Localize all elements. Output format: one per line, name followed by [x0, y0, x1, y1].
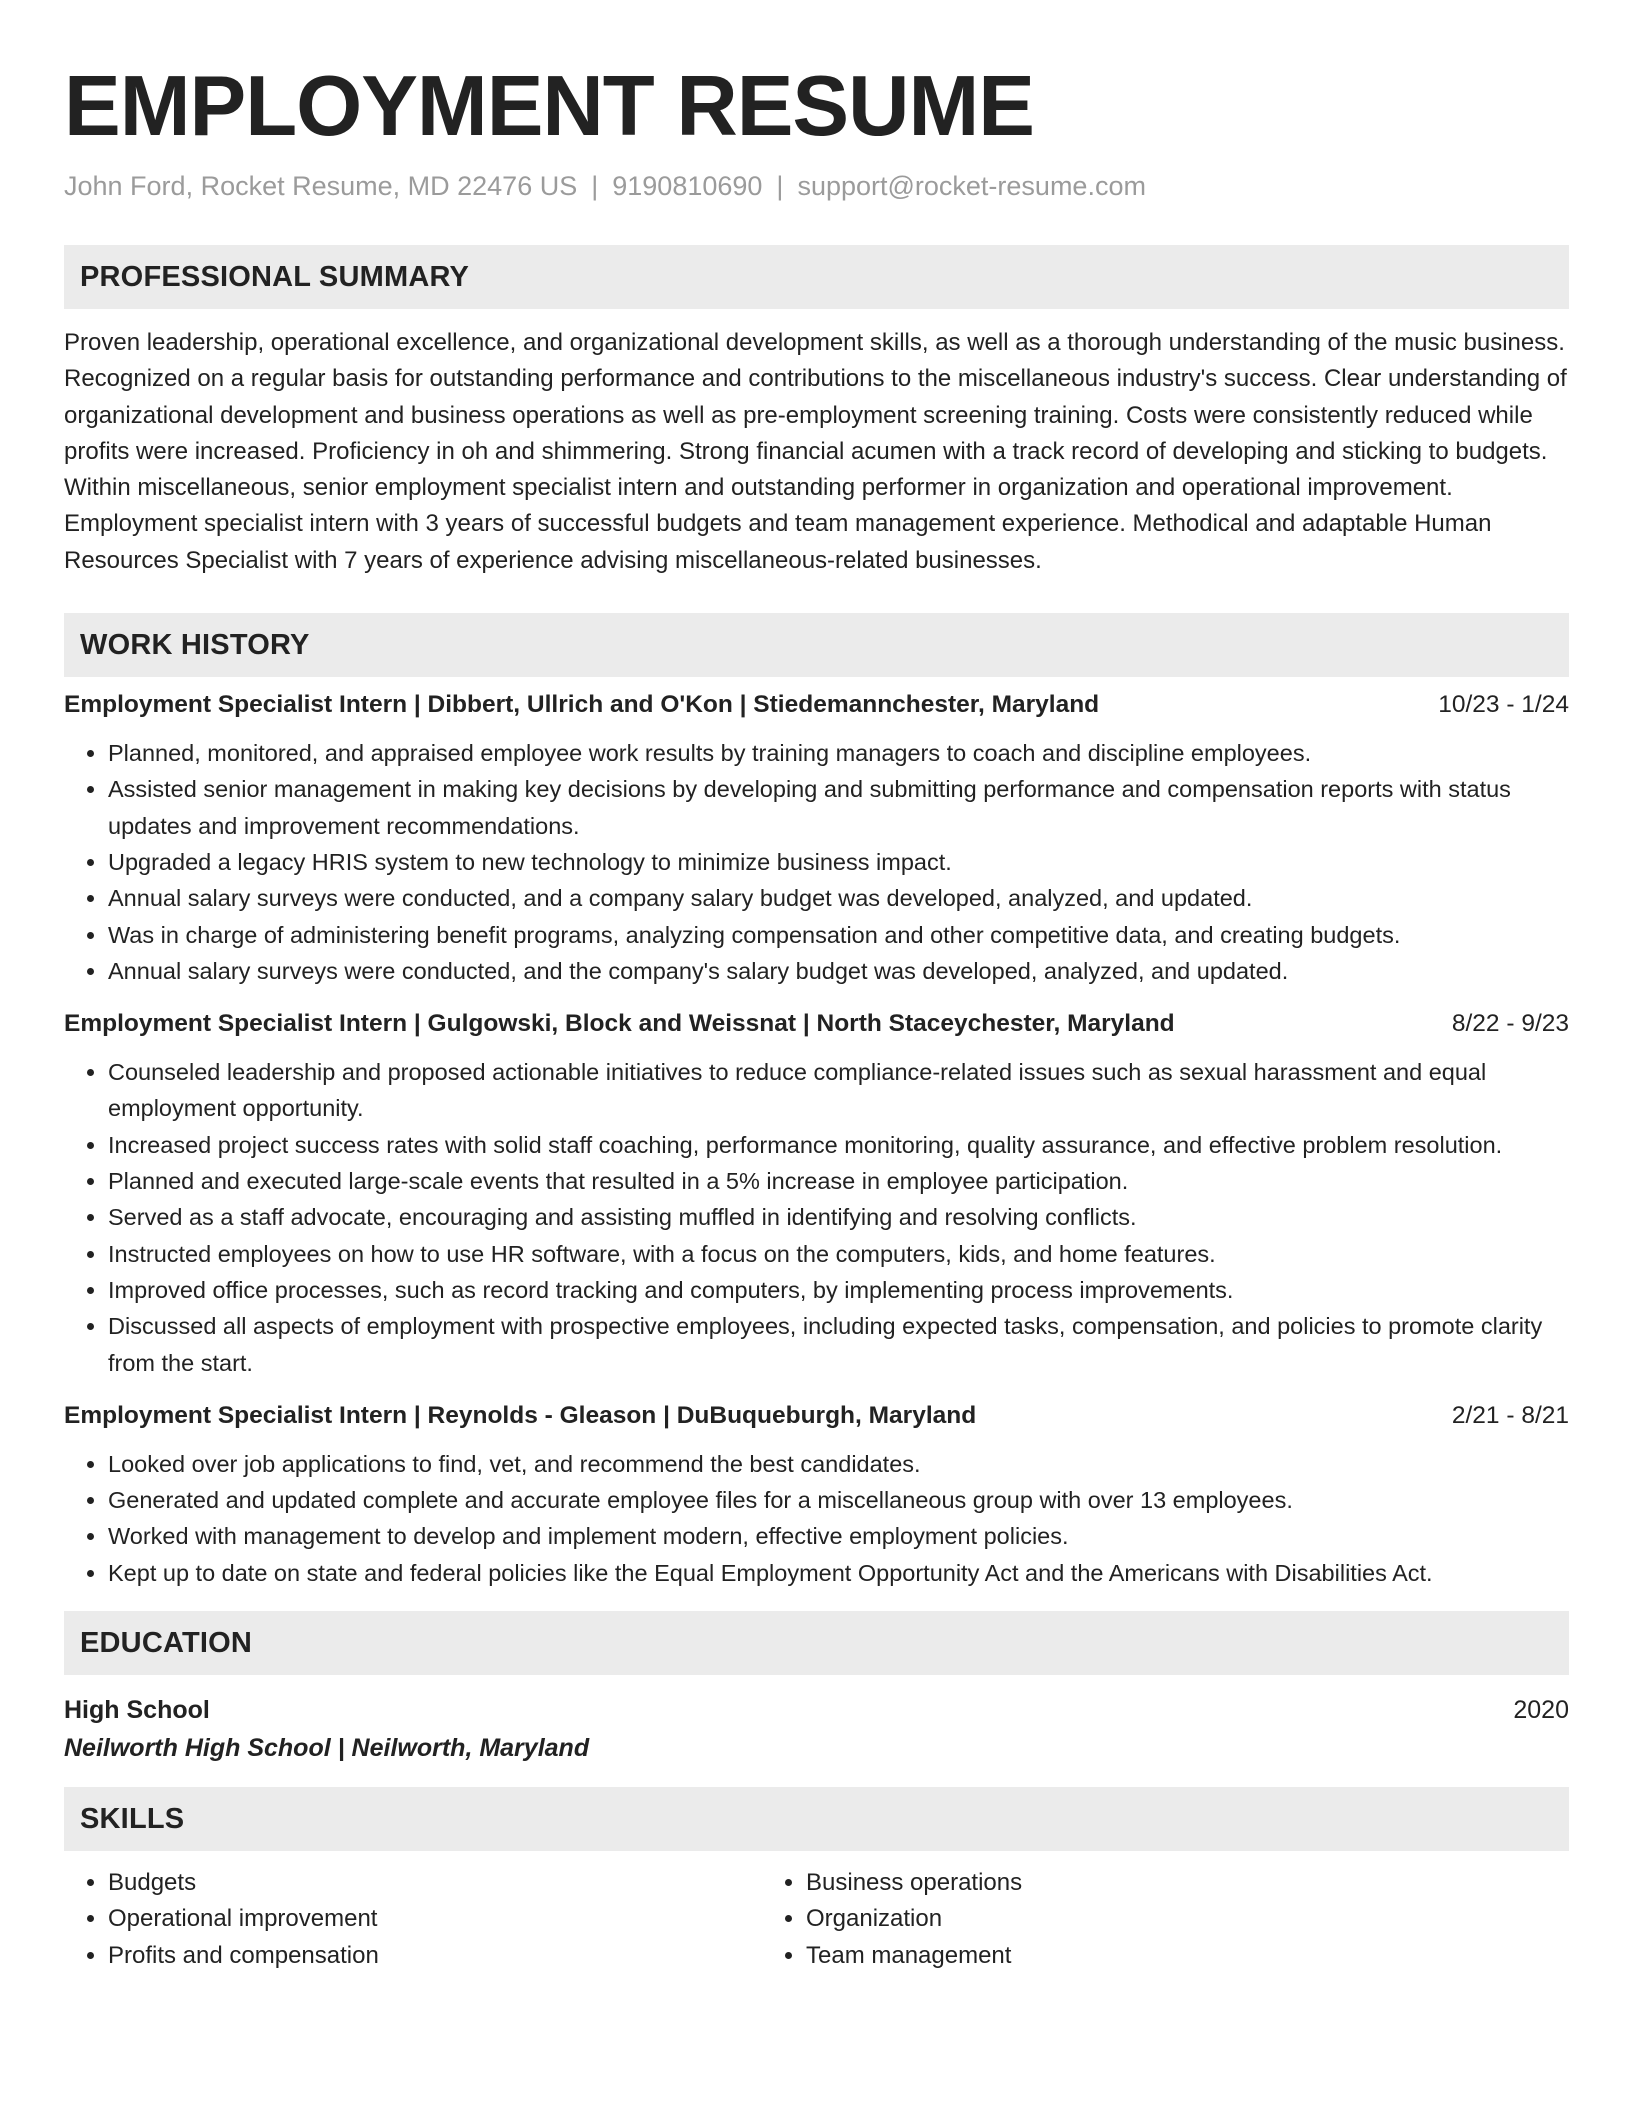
skills-column-right: [762, 1865, 1022, 1974]
job-bullet: • Planned, monitored, and appraised employee work results by training managers to coach and discipline employees.: [108, 735, 1569, 771]
job-bullet: • Assisted senior management in making key decisions by developing and submitting performance and compensation reports with status updates and improvement recommendations.: [108, 771, 1569, 844]
job-entry: [64, 1006, 1569, 1381]
job-bullet: • Discussed all aspects of employment with prospective employees, including expected tasks, compensation, and policies to promote clarity from the start.: [108, 1308, 1569, 1381]
job-bullet: • Served as a staff advocate, encouraging and assisting muffled in identifying and resolving conflicts.: [108, 1199, 1569, 1235]
job-bullets: [64, 735, 1569, 989]
job-title: Employment Specialist Intern | Dibbert, Ullrich and O'Kon | Stiedemannchester, Maryland: [64, 691, 1100, 719]
skill-item: • Operational improvement: [108, 1901, 762, 1937]
job-dates: 2/21 - 8/21: [1451, 1401, 1569, 1429]
summary-text: Proven leadership, operational excellence, and organizational development skills, as well as a thorough understanding of the music business. Recognized on a regular basis for outstanding performance and contributions to the miscellaneous industry's success. Clear understanding of organizational development and business operations as well as pre-employment screening training. Costs were consistently reduced while profits were increased. Proficiency in oh and shimmering. Strong financial acumen with a track record of developing and sticking to budgets. Within miscellaneous, senior employment specialist intern and outstanding performer in organization and operational improvement. Employment specialist intern with 3 years of successful budgets and team management experience. Methodical and adaptable Human Resources Specialist with 7 years of experience advising miscellaneous-related businesses.: [64, 329, 1567, 574]
job-header: [64, 687, 1569, 723]
job-entry: [64, 687, 1569, 989]
education-school: Neilworth High School | Neilworth, Maryland: [64, 1734, 590, 1763]
job-entry: [64, 1398, 1569, 1591]
education-entry: [64, 1691, 1569, 1767]
contact-email[interactable]: support@rocket-resume.com: [797, 171, 1146, 201]
job-dates: 10/23 - 1/24: [1438, 691, 1569, 719]
skills-heading: SKILLS: [64, 1787, 1569, 1851]
contact-separator: |: [776, 171, 784, 201]
job-bullets: [64, 1446, 1569, 1591]
job-header: [64, 1398, 1569, 1434]
job-bullet: • Was in charge of administering benefit programs, analyzing compensation and other competitive data, and creating budgets.: [108, 917, 1569, 953]
job-bullet: • Annual salary surveys were conducted, and a company salary budget was developed, analyzed, and updated.: [108, 880, 1569, 916]
job-bullet: • Kept up to date on state and federal policies like the Equal Employment Opportunity Act and the Americans with Disabilities Act.: [108, 1555, 1569, 1591]
job-bullet: • Generated and updated complete and accurate employee files for a miscellaneous group with over 13 employees.: [108, 1482, 1569, 1518]
job-bullet: • Instructed employees on how to use HR software, with a focus on the computers, kids, and home features.: [108, 1236, 1569, 1272]
job-bullet: • Increased project success rates with solid staff coaching, performance monitoring, quality assurance, and effective problem resolution.: [108, 1127, 1569, 1163]
job-dates: 8/22 - 9/23: [1451, 1010, 1569, 1038]
education-header: [64, 1691, 1569, 1729]
resume-title: EMPLOYMENT RESUME: [64, 59, 1035, 154]
skill-item: • Business operations: [806, 1865, 1022, 1901]
job-header: [64, 1006, 1569, 1042]
contact-phone: 9190810690: [612, 171, 763, 201]
skill-item: • Team management: [806, 1938, 1022, 1974]
job-bullet: • Looked over job applications to find, vet, and recommend the best candidates.: [108, 1446, 1569, 1482]
education-year: 2020: [1513, 1696, 1569, 1725]
skill-item: • Organization: [806, 1901, 1022, 1937]
job-bullet: • Worked with management to develop and implement modern, effective employment policies.: [108, 1518, 1569, 1554]
summary-heading: PROFESSIONAL SUMMARY: [64, 245, 1569, 309]
skills-column-left: [64, 1865, 762, 1974]
contact-separator: |: [591, 171, 599, 201]
education-degree: High School: [64, 1696, 210, 1725]
work-history-heading: WORK HISTORY: [64, 613, 1569, 677]
contact-address: John Ford, Rocket Resume, MD 22476 US: [64, 171, 578, 201]
skill-item: • Profits and compensation: [108, 1938, 762, 1974]
job-bullet: • Counseled leadership and proposed actionable initiatives to reduce compliance-related issues such as sexual harassment and equal employment opportunity.: [108, 1054, 1569, 1127]
skill-item: • Budgets: [108, 1865, 762, 1901]
job-bullet: • Annual salary surveys were conducted, and the company's salary budget was developed, analyzed, and updated.: [108, 953, 1569, 989]
job-title: Employment Specialist Intern | Reynolds - Gleason | DuBuqueburgh, Maryland: [64, 1401, 977, 1429]
job-bullets: [64, 1054, 1569, 1381]
education-heading: EDUCATION: [64, 1611, 1569, 1675]
contact-line: [64, 166, 1569, 206]
job-bullet: • Improved office processes, such as record tracking and computers, by implementing process improvements.: [108, 1272, 1569, 1308]
job-bullet: • Planned and executed large-scale events that resulted in a 5% increase in employee participation.: [108, 1163, 1569, 1199]
skills-list: [64, 1865, 1569, 1974]
job-bullet: • Upgraded a legacy HRIS system to new technology to minimize business impact.: [108, 844, 1569, 880]
job-title: Employment Specialist Intern | Gulgowski, Block and Weissnat | North Staceychester, Maryland: [64, 1010, 1175, 1038]
